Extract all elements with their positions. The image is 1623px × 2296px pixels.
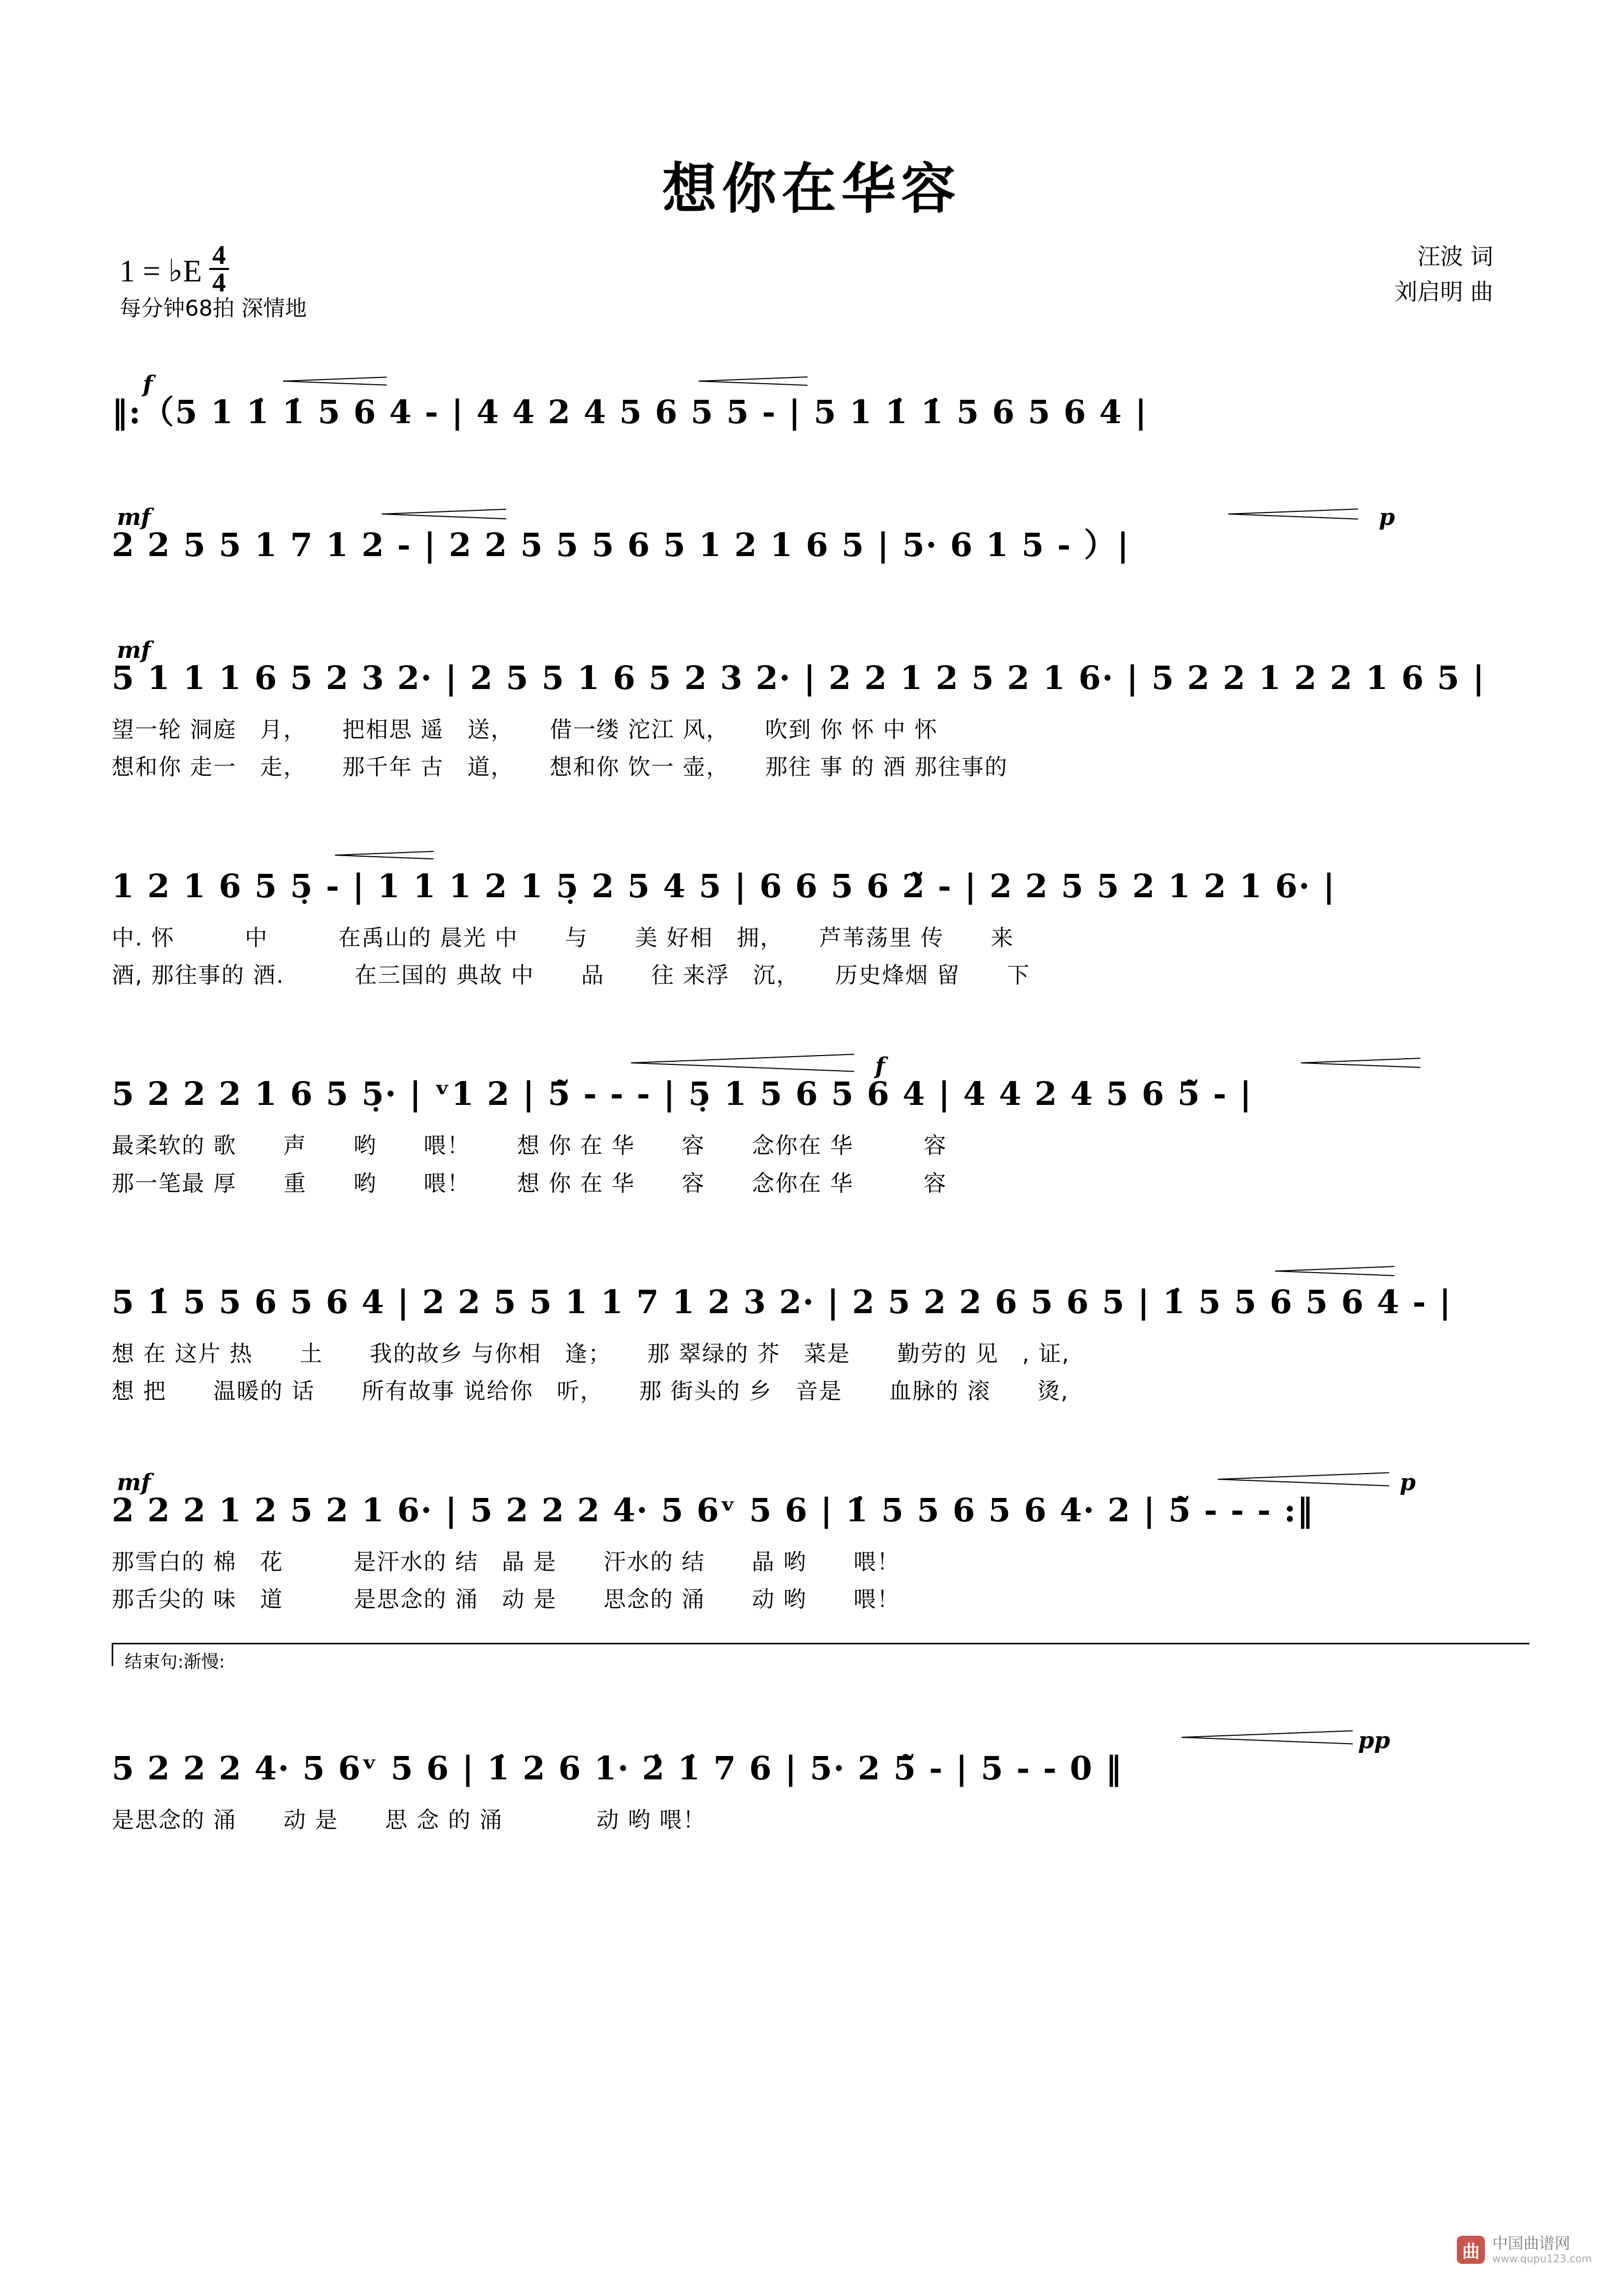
dynamics-row — [112, 1727, 1530, 1754]
lyric-line: 那一笔最 厚 重 哟 喂！ 想 你 在 华 容 念你在 华 容 — [112, 1170, 947, 1197]
lyric-line: 望一轮 洞庭 月， 把相思 遥 送， 借一缕 沱江 风， 吹到 你 怀 中 怀 — [112, 717, 938, 743]
music-system — [112, 1699, 1530, 1836]
music-system — [112, 609, 1530, 784]
music-system — [112, 476, 1530, 576]
note-row: 2 2 5 5 1 7 1 2 - | 2 2 5 5 5 6 5 1 2 1 6 5 | 5· 6 1 5 - ）| — [112, 526, 1130, 564]
lyric-line: 想和你 走一 走， 那千年 古 道， 想和你 饮一 壶， 那往 事 的 酒 那往事的 — [112, 754, 1008, 781]
lyric-line: 想 在 这片 热 土 我的故乡 与你相 逢； 那 翠绿的 芥 菜是 勤劳的 见 , 证, — [112, 1341, 1070, 1368]
music-systems — [0, 343, 1623, 1870]
music-system — [112, 1233, 1530, 1408]
lyric-line: 那舌尖的 味 道 是思念的 涌 动 是 思念的 涌 动 哟 喂！ — [112, 1587, 901, 1613]
crescendo-hairpin — [382, 507, 506, 521]
dynamic-mark: mf — [117, 637, 151, 664]
system-spacer — [0, 1408, 1623, 1441]
key-signature — [119, 240, 229, 298]
lyric-line: 那雪白的 棉 花 是汗水的 结 晶 是 汗水的 结 晶 哟 喂！ — [112, 1549, 901, 1575]
note-row: 1 2 1 6 5 5̣ - | 1 1 1 2 1 5̣ 2 5 4 5 | 6 6 5 6 2̃ - | 2 2 5 5 2 1 2 1 6· | — [112, 867, 1336, 905]
note-row: 5 2 2 2 1 6 5 5̣· | ᵛ1 2 | 5̃ - - - | 5̣ 1 5 6 5 6 4 | 4 4 2 4 5 6 5̃ - | — [112, 1075, 1253, 1113]
lyric-line: 中. 怀 中 在禹山的 晨光 中 与 美 好相 拥， 芦苇荡里 传 来 — [112, 925, 1014, 951]
time-signature — [209, 242, 229, 296]
ending-section-bracket — [112, 1643, 1530, 1673]
system-spacer — [0, 576, 1623, 609]
music-system — [112, 1025, 1530, 1200]
system-spacer — [0, 1200, 1623, 1233]
dynamic-mark: pp — [1358, 1727, 1390, 1754]
system-spacer — [0, 1837, 1623, 1870]
diminuendo-hairpin — [1301, 1056, 1420, 1070]
system-spacer — [0, 992, 1623, 1025]
dynamic-mark: mf — [117, 504, 151, 531]
dynamics-row — [112, 845, 1530, 869]
note-row: 5 1 1 1 6 5 2 3 2· | 2 5 5 1 6 5 2 3 2· | 2 2 1 2 5 2 1 6· | 5 2 2 1 2 2 1 6 5 | — [112, 659, 1486, 697]
dynamics-row — [112, 637, 1530, 664]
page-title: 想你在华容 — [662, 157, 961, 221]
system-spacer — [0, 443, 1623, 476]
diminuendo-hairpin — [335, 848, 434, 862]
dynamics-row — [112, 1261, 1530, 1285]
key-signature-label: 1 = ♭E — [119, 254, 202, 289]
dynamic-mark: mf — [117, 1469, 151, 1496]
credits — [1394, 239, 1493, 310]
score-metadata — [119, 224, 1493, 343]
lyric-line: 酒, 那往事的 酒. 在三国的 典故 中 品 往 来浮 沉， 历史烽烟 留 下 — [112, 963, 1030, 989]
diminuendo-hairpin — [1228, 507, 1358, 521]
dynamics-row — [112, 1053, 1530, 1080]
lyric-line: 是思念的 涌 动 是 思 念 的 涌 动 哟 喂！ — [112, 1807, 706, 1834]
dynamic-mark: p — [1400, 1469, 1416, 1496]
lyricist: 汪波 词 — [1417, 244, 1493, 270]
watermark-text — [1492, 2235, 1592, 2265]
system-spacer — [0, 784, 1623, 817]
note-row: 5 2 2 2 4· 5 6ᵛ 5 6 | 1̇ 2 6 1· 2̇ 1̇ 7 6 | 5· 2 5̃ - | 5 - - 0 ‖ — [112, 1749, 1123, 1788]
dynamics-row — [112, 504, 1530, 531]
dynamic-mark: f — [875, 1053, 885, 1080]
note-row: 2 2 2 1 2 5 2 1 6· | 5 2 2 2 4· 5 6ᵛ 5 6 | 1̇ 5 5 6 5 6 4· 2 | 5̃ - - - :‖ — [112, 1491, 1315, 1529]
diminuendo-hairpin — [699, 374, 808, 388]
music-system — [112, 817, 1530, 992]
lyric-line: 想 把 温暖的 话 所有故事 说给你 听， 那 街头的 乡 音是 血脉的 滚 烫, — [112, 1379, 1069, 1405]
watermark — [1457, 2235, 1592, 2265]
system-spacer — [0, 1666, 1623, 1699]
dynamic-mark: f — [143, 371, 153, 398]
time-signature-numerator: 4 — [209, 242, 229, 270]
crescendo-hairpin — [1218, 1473, 1389, 1486]
diminuendo-hairpin — [283, 374, 387, 388]
note-row: 5 1̇ 5 5 6 5 6 4 | 2 2 5 5 1 1 7 1 2 3 2· | 2 5 2 2 6 5 6 5 | 1̇ 5 5 6 5 6 4 - | — [112, 1283, 1452, 1321]
lyric-line: 最柔软的 歌 声 哟 喂！ 想 你 在 华 容 念你在 华 容 — [112, 1133, 947, 1159]
crescendo-hairpin — [631, 1056, 854, 1070]
tempo-marking: 每分钟68拍 深情地 — [119, 295, 307, 321]
dynamics-row — [112, 371, 1530, 398]
dynamic-mark: p — [1379, 504, 1395, 531]
ending-section-label: 结束句:渐慢: — [122, 1647, 228, 1673]
diminuendo-hairpin — [1275, 1264, 1394, 1278]
music-system — [112, 1441, 1530, 1616]
time-signature-denominator: 4 — [212, 268, 226, 298]
diminuendo-hairpin — [1182, 1731, 1353, 1744]
watermark-site-name: 中国曲谱网 — [1492, 2234, 1571, 2253]
dynamics-row — [112, 1469, 1530, 1496]
note-row: ‖:（5 1 1̇ 1̇ 5 6 4 - | 4 4 2 4 5 6 5 5 - | 5 1 1̇ 1̇ 5 6 5 6 4 | — [112, 393, 1148, 431]
composer: 刘启明 曲 — [1394, 279, 1493, 306]
watermark-url: www.qupu123.com — [1492, 2252, 1592, 2265]
watermark-logo-icon: 曲 — [1457, 2236, 1485, 2264]
music-system — [112, 343, 1530, 443]
